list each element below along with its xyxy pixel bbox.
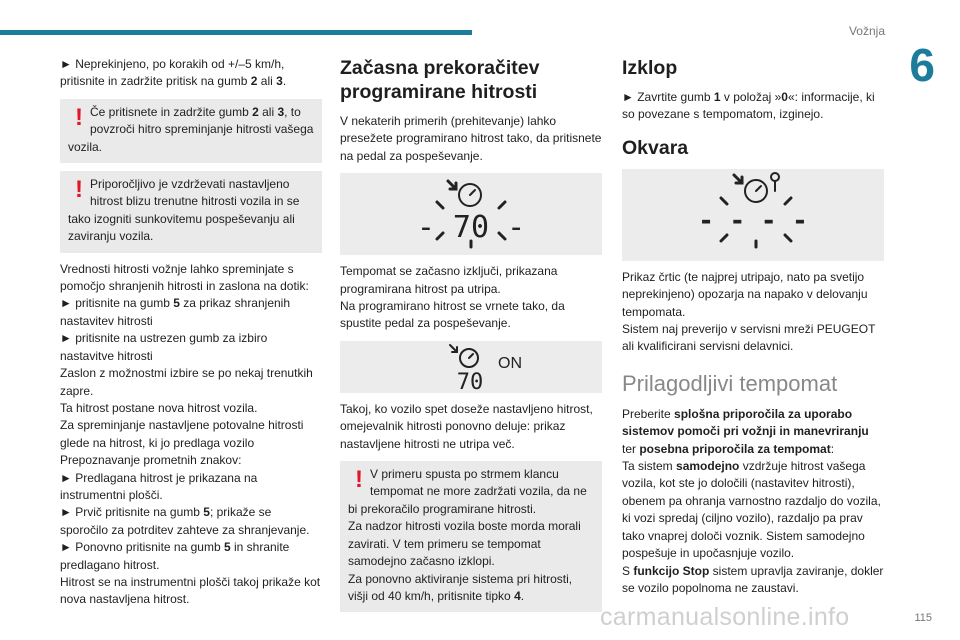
paragraph: ► Zavrtite gumb 1 v položaj »0«: informacije, ki so povezane s tempomatom, izginejo. <box>622 90 875 122</box>
speedometer-on-icon <box>340 341 602 393</box>
paragraph: Prikaz črtic (te najprej utripajo, nato pa svetijo neprekinjeno) opozarja na napako v delovanju tempomata. Sistem naj preverijo v servisni mreži PEUGEOT ali kvalificirani servisni delavnici. <box>622 269 876 354</box>
section-heading-large: Prilagodljivi tempomat <box>622 370 838 396</box>
speedometer-overspeed-icon <box>340 173 602 255</box>
display-illustration <box>340 173 602 255</box>
top-accent-bar <box>0 30 472 35</box>
speedometer-fault-icon <box>622 169 884 261</box>
watermark: carmanualsonline.info <box>600 603 850 631</box>
section-heading: Izklop <box>622 57 678 79</box>
paragraph: Preberite splošna priporočila za uporabo sistemov pomoči pri vožnji in manevriranju ter posebna priporočila za tempomat: Ta sistem samodejno vzdržuje hitrost vašega vozila, kot ste jo določili (nastavitev hitrosti), obenem pa ohranja varnostno razdaljo do vozila, ki vozi spredaj (ciljno vozilo), razdaljo pa prav tako vnaprej določi voznik. Sistem samodejno pospešuje in upočasnjuje vozilo. S funkcijo Stop sistem upravlja zaviranje, dokler se vozilo popolnoma ne zaustavi. <box>622 406 884 595</box>
display-illustration <box>622 169 884 261</box>
paragraph: ► Neprekinjeno, po korakih od +/–5 km/h, pritisnite in zadržite pritisk na gumb 2 ali 3. <box>60 57 287 89</box>
svg-text:ON: ON <box>498 354 522 372</box>
svg-text:- 70 -: - 70 - <box>416 210 526 246</box>
chapter-number: 6 <box>909 39 935 91</box>
section-heading: Začasna prekoračitev programirane hitrosti <box>340 57 540 103</box>
paragraph: V nekaterih primerih (prehitevanje) lahko presežete programirano hitrost tako, da pritisnete na pedal za pospeševanje. <box>340 114 602 163</box>
section-heading: Okvara <box>622 136 689 159</box>
paragraph: Takoj, ko vozilo spet doseže nastavljeno hitrost, omejevalnik hitrosti ponovno deluje: prikaz nastavljene hitrosti ne utripa več. <box>340 401 593 451</box>
section-title: Vožnja <box>848 24 885 38</box>
svg-text:- - - -: - - - - <box>698 205 808 236</box>
column-1 <box>60 56 322 617</box>
column-2 <box>340 56 602 620</box>
warning-box: ! V primeru spusta po strmem klancu tempomat ne more zadržati vozila, da ne bi prekoračilo programirane hitrosti. Za nadzor hitrosti vozila boste morda morali zavirati. V tem primeru se tempomat samodejno začasno izklopi. Za ponovno aktiviranje sistema pri hitrosti, višji od 40 km/h, pritisnite tipko 4. <box>340 461 602 612</box>
page-number: 115 <box>914 612 932 624</box>
paragraph: Tempomat se začasno izključi, prikazana programirana hitrost pa utripa. Na programirano hitrost se vrnete tako, da spustite pedal za pospeševanje. <box>340 264 565 331</box>
column-3 <box>622 56 884 605</box>
warning-icon: ! <box>75 176 83 204</box>
warning-box: ! Priporočljivo je vzdrževati nastavljeno hitrost blizu trenutne hitrosti vozila in se tako izogniti sunkovitemu pospeševanju ali zaviranju vozila. <box>60 171 322 253</box>
warning-box: ! Če pritisnete in zadržite gumb 2 ali 3, to povzroči hitro spreminjanje hitrosti vašega vozila. <box>60 99 322 163</box>
paragraph: Vrednosti hitrosti vožnje lahko spreminjate s pomočjo shranjenih hitrosti in zaslona na dotik: ► pritisnite na gumb 5 za prikaz shranjenih nastavitev hitrosti ► pritisnite na ustrezen gumb za izbiro nastavitve hitrosti Zaslon z možnostmi izbire se po nekaj trenutkih zapre. Ta hitrost postane nova hitrost vozila. Za spreminjanje nastavljene potovalne hitrosti glede na hitrost, ki jo predlaga vozilo Prepoznavanje prometnih znakov: ► Predlagana hitrost je prikazana na instrumentni plošči. ► Prvič pritisnite na gumb 5; prikaže se sporočilo za potrditev zahteve za shranjevanje. ► Ponovno pritisnite na gumb 5 in shranite predlagano hitrost. Hitrost se na instrumentni plošči takoj prikaže kot nova nastavljena hitrost. <box>60 261 321 607</box>
warning-icon: ! <box>75 103 83 131</box>
svg-text:70: 70 <box>456 369 484 393</box>
display-illustration <box>340 341 602 393</box>
warning-icon: ! <box>355 466 363 494</box>
